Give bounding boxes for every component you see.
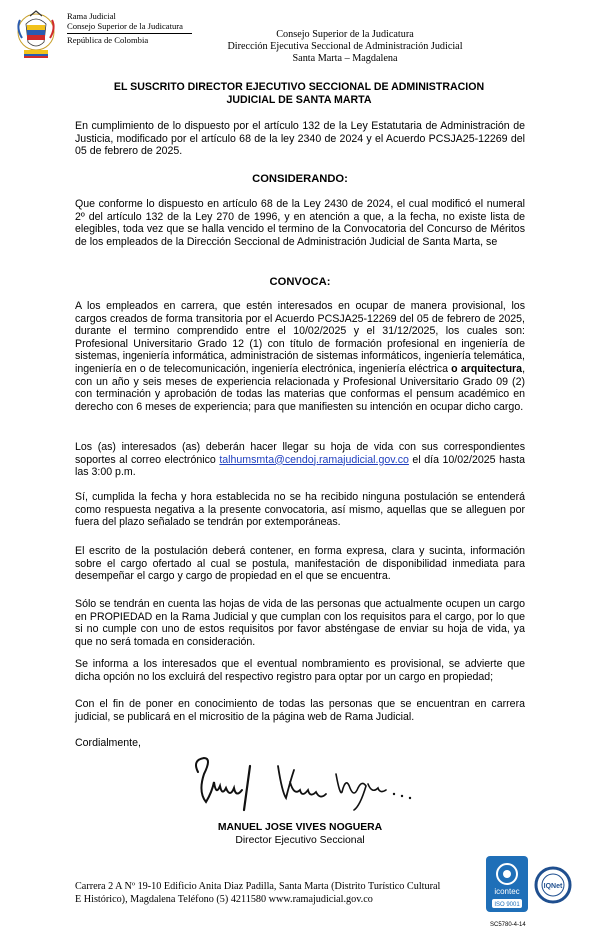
- considerando-heading: CONSIDERANDO:: [252, 173, 348, 185]
- document-code: SC5780-4-14: [490, 922, 526, 928]
- submission-text-part2: el día 10/02/2025 hasta las 3:00 p.m.: [75, 453, 525, 479]
- logo-divider: [67, 33, 192, 34]
- signer-name: MANUEL JOSE VIVES NOGUERA: [217, 822, 383, 833]
- convoca-heading: CONVOCA:: [269, 276, 331, 288]
- considerando-paragraph: Que conforme lo dispuesto en artículo 68 de la Ley 2430 de 2024, el cual modificó el numeral 2º del artículo 132 de la Ley 270 de 1996, y en atención a que, a la fecha, no existe lista de elegibles, toda vez que se halla vencido el termino de la Convocatoria del Concurso de Méritos de los empleados de la Dirección Seccional de Administración Judicial de Santa Marta, se: [75, 198, 525, 248]
- rama-judicial-logo: [10, 8, 62, 60]
- convoca-text-part2: , con un año y seis meses de experiencia relacionada y Profesional Universitario Grado 09 (2) con terminación y aprobación de todas las materias que conformas el pensum académico en derecho con 6 meses de experiencia; para que manifiesten su intención en ocupar dicho cargo.: [75, 362, 526, 413]
- footer-address: [75, 881, 475, 907]
- council-line-2: Dirección Ejecutiva Seccional de Administración Judicial: [227, 41, 463, 53]
- icontec-certification-logo: [486, 856, 528, 912]
- provisional-paragraph: Se informa a los interesados que el eventual nombramiento es provisional, se advierte que dicha opción no los excluirá del respectivo registro para optar por un cargo en propiedad;: [75, 658, 525, 683]
- submission-email-link[interactable]: talhumsmta@cendoj.ramajudicial.gov.co: [219, 453, 409, 466]
- signer-block: [150, 821, 450, 847]
- signer-role: Director Ejecutivo Seccional: [235, 835, 365, 846]
- submission-paragraph: [75, 441, 525, 479]
- eligibility-paragraph: Sólo se tendrán en cuenta las hojas de vida de las personas que actualmente ocupen un cargo en PROPIEDAD en la Rama Judicial y que cumplan con los requisitos para el cargo, por lo que si no cumple con uno de estos requisitos por favor absténgase de enviar su hoja de vida, ya que no será tomada en consideración.: [75, 598, 525, 648]
- closing-text: Cordialmente,: [75, 737, 141, 749]
- logo-line-consejo: Consejo Superior de la Judicatura: [67, 21, 183, 32]
- council-line-3: Santa Marta – Magdalena: [292, 53, 398, 65]
- convoca-bold-text: o arquitectura: [451, 362, 523, 375]
- submission-text-part1: Los (as) interesados (as) deberán hacer llegar su hoja de vida con sus correspondientes soportes al correo electrónico: [75, 441, 525, 466]
- council-line-1: Consejo Superior de la Judicatura: [276, 29, 414, 40]
- footer-address-line-2: E Histórico), Magdalena Teléfono (5) 4211580 www.ramajudicial.gov.co: [75, 893, 373, 905]
- council-header: [200, 29, 490, 66]
- convoca-paragraph: [75, 300, 525, 413]
- handwritten-signature: [190, 752, 420, 814]
- footer-address-line-1: Carrera 2 A Nº 19-10 Edificio Anita Diaz Padilla, Santa Marta (Distrito Turístico Cultural: [75, 881, 441, 892]
- document-title: EL SUSCRITO DIRECTOR EJECUTIVO SECCIONAL DE ADMINISTRACION JUDICIAL DE SANTA MARTA: [113, 81, 485, 106]
- logo-line-republica: República de Colombia: [67, 34, 149, 45]
- logo-line-rama: Rama Judicial: [67, 11, 116, 21]
- icontec-brand-text: icontec: [494, 887, 520, 896]
- no-applications-paragraph: Sí, cumplida la fecha y hora establecida no se ha recibido ninguna postulación se entenderá como respuesta negativa a la presente convocatoria, así mismo, aquellas que se alleguen por fuera del plazo señalado se tendrán por extemporáneas.: [75, 491, 525, 529]
- convoca-text-part1: A los empleados en carrera, que estén interesados en ocupar de manera provisional, los cargos creados de forma transitoria por el Acuerdo PCSJA25-12269 del 05 de febrero de 2025, durante el termino comprendido entre el 10/02/2025 y el 31/12/2025, los cuales son: Profesional Universitario Grado 12 (1) con título de formación profesional en ingeniería de sistemas, ingeniería informática, administración de sistemas informáticos, ingeniería telemática, ingeniería en o de telecomunicación, ingeniería electrónica, ingeniería eléctrica: [75, 300, 525, 375]
- iqnet-certification-logo: [534, 866, 572, 904]
- publication-paragraph: Con el fin de poner en conocimiento de todas las personas que se encuentran en carrera judicial, se publicará en el micrositio de la página web de Rama Judicial.: [75, 698, 525, 723]
- application-content-paragraph: El escrito de la postulación deberá contener, en forma expresa, clara y sucinta, información sobre el cargo ofertado al cual se postula, manifestación de disponibilidad inmediata para desempeñar el cargo y cargo de propiedad en el que se encuentra.: [75, 545, 525, 583]
- intro-paragraph: En cumplimiento de lo dispuesto por el artículo 132 de la Ley Estatutaria de Administración de Justicia, modificado por el artículo 68 de la ley 2340 de 2024 y el Acuerdo PCSJA25-12269 del 05 de febrero de 2025.: [75, 120, 525, 158]
- iso-standard-text: ISO 9001: [494, 902, 520, 908]
- iqnet-brand-text: IQNet: [543, 883, 563, 890]
- logo-caption: [67, 11, 192, 45]
